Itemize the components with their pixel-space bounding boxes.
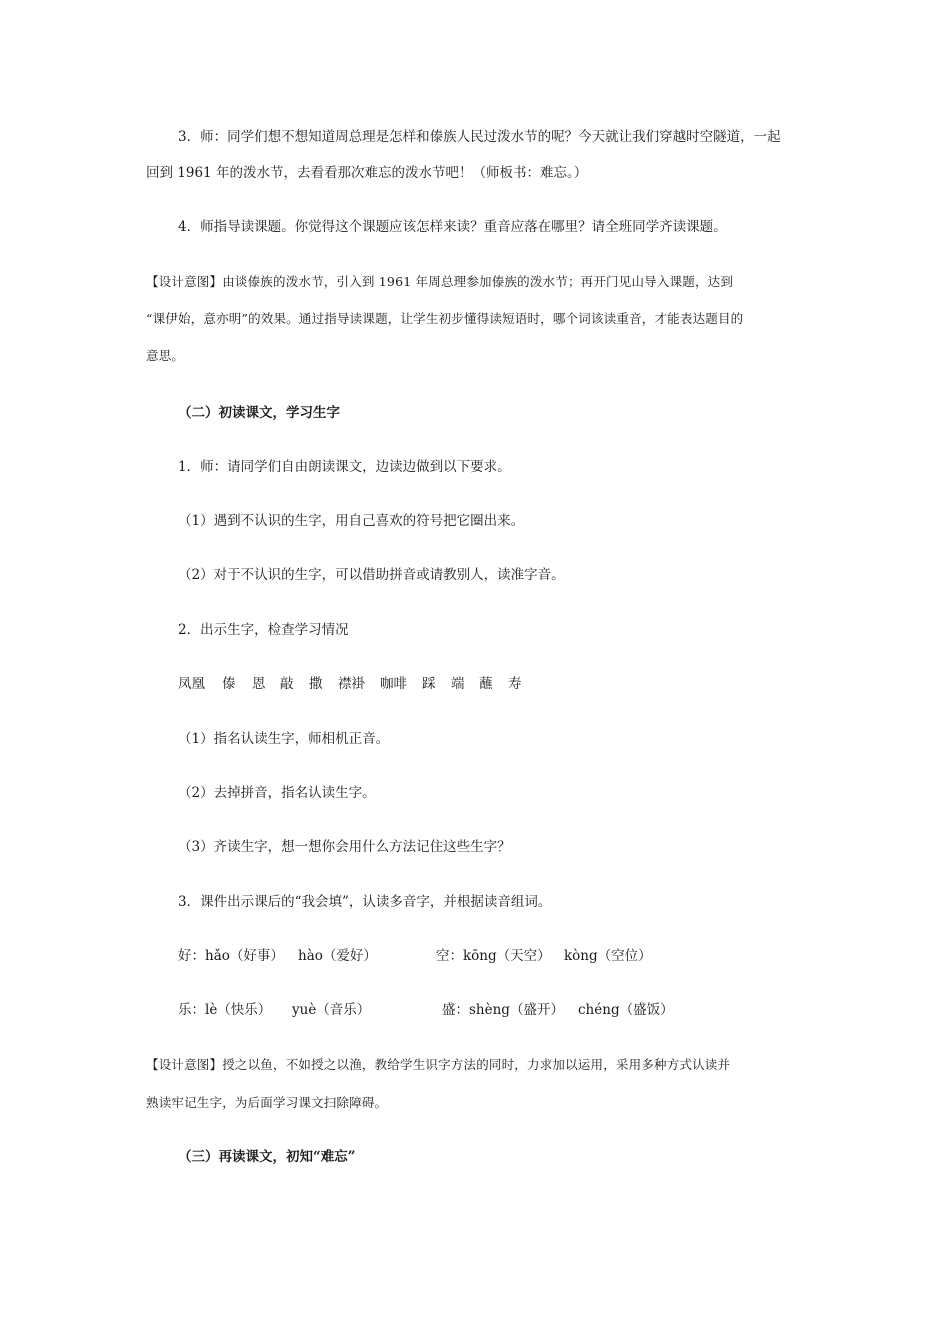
polyphone-kong-1: 空：kōng（天空） [436,948,551,964]
polyphone-sheng-1: 盛：shèng（盛开） [442,1002,564,1018]
design-intent-1-line-2: “课伊始，意亦明”的效果。通过指导读课题，让学生初步懂得读短语时，哪个词该读重音，才能表达题目的 [146,311,744,326]
polyphone-le-2: yuè（音乐） [292,1002,371,1018]
character: 蘸 [479,676,493,692]
design-intent-2-line-2: 熟读牢记生字，为后面学习课文扫除障碍。 [146,1095,388,1110]
section-2-item-3: 3．课件出示课后的“我会填”，认读多音字，并根据读音组词。 [178,894,552,910]
section-3-heading: （三）再读课文，初知“难忘” [178,1149,356,1165]
polyphone-hao-2: hào（爱好） [298,948,377,964]
section-2-item-1: 1．师：请同学们自由朗读课文，边读边做到以下要求。 [178,459,511,475]
character: 端 [451,676,465,692]
section-2-item-2-sub-3: （3）齐读生字，想一想你会用什么方法记住这些生字？ [178,839,511,855]
character: 敲 [280,676,294,692]
polyphone-hao-1: 好：hǎo（好事） [178,948,284,964]
section-2-item-1-sub-2: （2）对于不认识的生字，可以借助拼音或请教别人，读准字音。 [178,567,565,583]
polyphone-kong-2: kòng（空位） [564,948,652,964]
design-intent-2-line-1: 【设计意图】授之以鱼，不如授之以渔，教给学生识字方法的同时，力求加以运用，采用多种方式认读并 [146,1057,731,1072]
paragraph-4: 4．师指导读课题。你觉得这个课题应该怎样来读？重音应落在哪里？请全班同学齐读课题。 [178,219,727,235]
character: 襟褂 [338,676,365,692]
character: 咖啡 [380,676,407,692]
character: 傣 [222,676,236,692]
character: 撒 [309,676,323,692]
character: 踩 [422,676,436,692]
design-intent-1-line-1: 【设计意图】由谈傣族的泼水节，引入到 1961 年周总理参加傣族的泼水节；再开门见山导入课题，达到 [146,274,734,289]
polyphone-sheng-2: chéng（盛饭） [578,1002,674,1018]
paragraph-3-line-2: 回到 1961 年的泼水节，去看看那次难忘的泼水节吧！（师板书：难忘。） [146,165,588,181]
design-intent-1-line-3: 意思。 [146,348,185,363]
section-2-item-2-sub-1: （1）指名认读生字，师相机正音。 [178,731,390,747]
character: 寿 [508,676,522,692]
character: 恩 [252,676,266,692]
paragraph-3-line-1: 3．师：同学们想不想知道周总理是怎样和傣族人民过泼水节的呢？今天就让我们穿越时空隧道，一起 [178,129,781,145]
section-2-item-1-sub-1: （1）遇到不认识的生字，用自己喜欢的符号把它圈出来。 [178,513,525,529]
section-2-item-2: 2．出示生字，检查学习情况 [178,622,349,638]
section-2-heading: （二）初读课文，学习生字 [178,405,340,421]
polyphone-le-1: 乐：lè（快乐） [178,1002,272,1018]
character: 凤凰 [178,676,205,692]
section-2-item-2-sub-2: （2）去掉拼音，指名认读生字。 [178,785,376,801]
